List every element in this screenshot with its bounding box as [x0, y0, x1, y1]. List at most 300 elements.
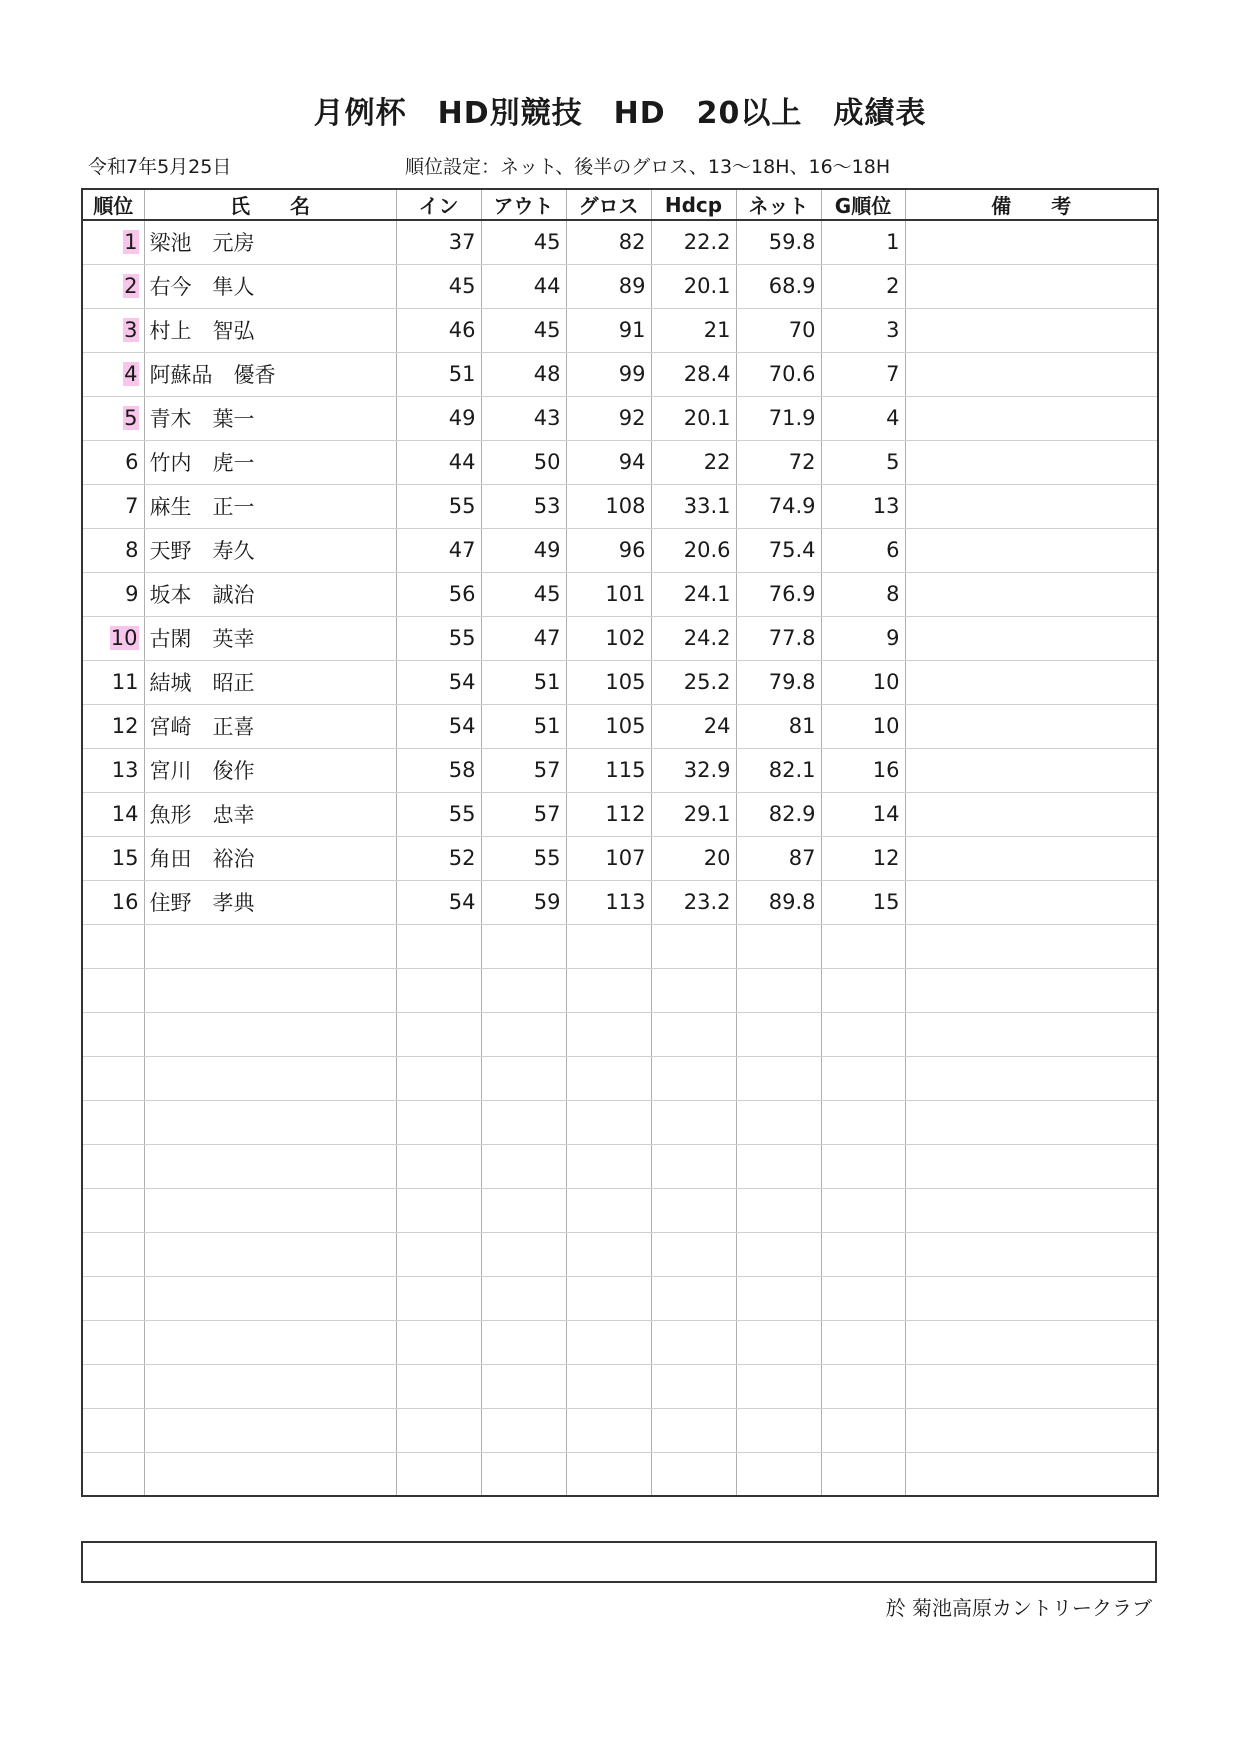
name-cell: 古閑 英幸 — [144, 616, 396, 660]
out-score-cell: 43 — [481, 396, 566, 440]
name-cell: 右今 隼人 — [144, 264, 396, 308]
gross-rank-cell: 2 — [821, 264, 905, 308]
rank-cell — [82, 880, 144, 924]
empty-cell — [82, 924, 144, 968]
remarks-cell — [905, 748, 1158, 792]
empty-cell — [821, 1188, 905, 1232]
gross-score-cell: 101 — [566, 572, 651, 616]
empty-cell — [144, 1408, 396, 1452]
empty-cell — [396, 1320, 481, 1364]
empty-cell — [651, 1452, 736, 1496]
hdcp-cell: 33.1 — [651, 484, 736, 528]
empty-cell — [651, 1276, 736, 1320]
rank-cell — [82, 528, 144, 572]
empty-cell — [82, 1408, 144, 1452]
empty-cell — [144, 1188, 396, 1232]
empty-cell — [481, 1320, 566, 1364]
empty-cell — [481, 1364, 566, 1408]
empty-cell — [566, 1012, 651, 1056]
empty-cell — [736, 1408, 821, 1452]
table-row — [82, 352, 1158, 396]
empty-cell — [821, 1100, 905, 1144]
hdcp-cell: 28.4 — [651, 352, 736, 396]
empty-cell — [82, 1364, 144, 1408]
empty-cell — [481, 1144, 566, 1188]
remarks-cell — [905, 264, 1158, 308]
gross-rank-cell: 3 — [821, 308, 905, 352]
rank-number: 16 — [111, 890, 139, 914]
empty-cell — [905, 1188, 1158, 1232]
out-score-cell: 51 — [481, 660, 566, 704]
rank-number: 2 — [124, 274, 138, 298]
gross-score-cell: 105 — [566, 704, 651, 748]
rank-number: 8 — [125, 538, 139, 562]
gross-score-cell: 94 — [566, 440, 651, 484]
net-score-cell: 68.9 — [736, 264, 821, 308]
net-score-cell: 75.4 — [736, 528, 821, 572]
empty-cell — [821, 1144, 905, 1188]
rank-cell — [82, 220, 144, 264]
empty-row — [82, 968, 1158, 1012]
gross-score-cell: 96 — [566, 528, 651, 572]
ranking-rule: 順位設定：ネット、後半のグロス、13～18H、16～18H — [405, 156, 891, 178]
empty-cell — [651, 1012, 736, 1056]
net-score-cell: 81 — [736, 704, 821, 748]
hdcp-cell: 20.6 — [651, 528, 736, 572]
empty-cell — [651, 1100, 736, 1144]
table-row — [82, 836, 1158, 880]
header-row — [82, 189, 1158, 220]
name-cell: 住野 孝典 — [144, 880, 396, 924]
event-date: 令和7年5月25日 — [88, 156, 232, 178]
empty-cell — [566, 1452, 651, 1496]
out-score-cell: 57 — [481, 748, 566, 792]
empty-cell — [821, 1276, 905, 1320]
in-score-cell: 55 — [396, 484, 481, 528]
net-score-cell: 70.6 — [736, 352, 821, 396]
gross-score-cell: 102 — [566, 616, 651, 660]
empty-cell — [821, 1232, 905, 1276]
empty-cell — [82, 1320, 144, 1364]
empty-row — [82, 1364, 1158, 1408]
empty-cell — [396, 1188, 481, 1232]
empty-row — [82, 1452, 1158, 1496]
hdcp-cell: 24 — [651, 704, 736, 748]
in-score-cell: 47 — [396, 528, 481, 572]
empty-cell — [566, 1188, 651, 1232]
hdcp-cell: 32.9 — [651, 748, 736, 792]
gross-score-cell: 115 — [566, 748, 651, 792]
net-score-cell: 74.9 — [736, 484, 821, 528]
gross-score-cell: 113 — [566, 880, 651, 924]
empty-cell — [566, 1408, 651, 1452]
empty-cell — [82, 1100, 144, 1144]
empty-cell — [481, 1232, 566, 1276]
gross-rank-cell: 16 — [821, 748, 905, 792]
net-score-cell: 71.9 — [736, 396, 821, 440]
table-row — [82, 616, 1158, 660]
gross-rank-cell: 12 — [821, 836, 905, 880]
remarks-cell — [905, 880, 1158, 924]
empty-cell — [821, 968, 905, 1012]
rank-cell — [82, 308, 144, 352]
empty-cell — [566, 1100, 651, 1144]
out-score-cell: 45 — [481, 220, 566, 264]
gross-rank-cell: 9 — [821, 616, 905, 660]
empty-cell — [396, 1056, 481, 1100]
results-table — [81, 188, 1159, 1497]
rank-number: 13 — [111, 758, 139, 782]
empty-cell — [736, 1012, 821, 1056]
remarks-cell — [905, 352, 1158, 396]
empty-cell — [144, 1144, 396, 1188]
empty-cell — [905, 1232, 1158, 1276]
gross-rank-cell: 6 — [821, 528, 905, 572]
out-score-cell: 49 — [481, 528, 566, 572]
empty-cell — [144, 1056, 396, 1100]
in-score-cell: 49 — [396, 396, 481, 440]
in-score-cell: 54 — [396, 880, 481, 924]
empty-cell — [481, 1276, 566, 1320]
out-score-cell: 45 — [481, 572, 566, 616]
rank-cell — [82, 396, 144, 440]
col-header-out: アウト — [481, 189, 566, 220]
empty-cell — [821, 1452, 905, 1496]
remarks-cell — [905, 528, 1158, 572]
hdcp-cell: 24.2 — [651, 616, 736, 660]
empty-cell — [396, 1232, 481, 1276]
empty-cell — [651, 1144, 736, 1188]
empty-cell — [82, 1012, 144, 1056]
empty-cell — [566, 1144, 651, 1188]
name-cell: 宮川 俊作 — [144, 748, 396, 792]
col-header-net: ネット — [736, 189, 821, 220]
rank-cell — [82, 704, 144, 748]
empty-cell — [144, 1364, 396, 1408]
empty-cell — [396, 924, 481, 968]
page-title: 月例杯 HD別競技 HD 20以上 成績表 — [313, 96, 927, 131]
gross-rank-cell: 1 — [821, 220, 905, 264]
empty-cell — [905, 1056, 1158, 1100]
col-header-gross: グロス — [566, 189, 651, 220]
name-cell: 阿蘇品 優香 — [144, 352, 396, 396]
remarks-cell — [905, 220, 1158, 264]
empty-cell — [905, 1276, 1158, 1320]
gross-rank-cell: 10 — [821, 660, 905, 704]
empty-cell — [821, 1056, 905, 1100]
in-score-cell: 58 — [396, 748, 481, 792]
in-score-cell: 54 — [396, 660, 481, 704]
hdcp-cell: 21 — [651, 308, 736, 352]
name-cell: 宮崎 正喜 — [144, 704, 396, 748]
empty-row — [82, 1100, 1158, 1144]
table-row — [82, 484, 1158, 528]
empty-cell — [144, 1452, 396, 1496]
hdcp-cell: 20.1 — [651, 396, 736, 440]
in-score-cell: 46 — [396, 308, 481, 352]
empty-cell — [82, 1276, 144, 1320]
rank-number: 5 — [124, 406, 138, 430]
net-score-cell: 70 — [736, 308, 821, 352]
name-cell: 角田 裕治 — [144, 836, 396, 880]
hdcp-cell: 20 — [651, 836, 736, 880]
empty-cell — [481, 1100, 566, 1144]
name-cell: 坂本 誠治 — [144, 572, 396, 616]
empty-row — [82, 1408, 1158, 1452]
empty-row — [82, 1188, 1158, 1232]
in-score-cell: 56 — [396, 572, 481, 616]
gross-score-cell: 91 — [566, 308, 651, 352]
empty-cell — [144, 1276, 396, 1320]
empty-cell — [736, 1232, 821, 1276]
gross-rank-cell: 15 — [821, 880, 905, 924]
out-score-cell: 48 — [481, 352, 566, 396]
table-row — [82, 572, 1158, 616]
empty-cell — [82, 1056, 144, 1100]
gross-score-cell: 99 — [566, 352, 651, 396]
rank-number: 1 — [124, 230, 138, 255]
empty-cell — [566, 1364, 651, 1408]
table-row — [82, 660, 1158, 704]
empty-row — [82, 1232, 1158, 1276]
empty-cell — [566, 1276, 651, 1320]
name-cell: 村上 智弘 — [144, 308, 396, 352]
name-cell: 青木 葉一 — [144, 396, 396, 440]
rank-number: 14 — [111, 802, 139, 826]
remarks-cell — [905, 396, 1158, 440]
gross-score-cell: 89 — [566, 264, 651, 308]
name-cell: 麻生 正一 — [144, 484, 396, 528]
rank-number: 12 — [111, 714, 139, 738]
rank-cell — [82, 660, 144, 704]
empty-row — [82, 1276, 1158, 1320]
name-cell: 結城 昭正 — [144, 660, 396, 704]
in-score-cell: 51 — [396, 352, 481, 396]
table-row — [82, 528, 1158, 572]
empty-cell — [905, 968, 1158, 1012]
remarks-cell — [905, 308, 1158, 352]
in-score-cell: 55 — [396, 792, 481, 836]
empty-cell — [481, 1012, 566, 1056]
rank-number: 10 — [110, 626, 138, 650]
remarks-cell — [905, 440, 1158, 484]
empty-cell — [566, 1320, 651, 1364]
empty-cell — [736, 1364, 821, 1408]
gross-rank-cell: 4 — [821, 396, 905, 440]
net-score-cell: 77.8 — [736, 616, 821, 660]
empty-cell — [651, 1188, 736, 1232]
remarks-cell — [905, 616, 1158, 660]
empty-cell — [736, 1100, 821, 1144]
remarks-cell — [905, 704, 1158, 748]
empty-cell — [566, 1232, 651, 1276]
rank-cell — [82, 572, 144, 616]
empty-cell — [481, 1056, 566, 1100]
rank-cell — [82, 352, 144, 396]
out-score-cell: 55 — [481, 836, 566, 880]
net-score-cell: 82.9 — [736, 792, 821, 836]
col-header-hdcp: Hdcp — [651, 189, 736, 220]
hdcp-cell: 22 — [651, 440, 736, 484]
rank-number: 4 — [124, 362, 138, 386]
rank-number: 6 — [125, 450, 139, 474]
empty-cell — [736, 1276, 821, 1320]
empty-row — [82, 1320, 1158, 1364]
empty-cell — [905, 1144, 1158, 1188]
empty-cell — [651, 1232, 736, 1276]
rank-number: 7 — [125, 494, 139, 518]
empty-cell — [396, 1452, 481, 1496]
name-cell: 天野 寿久 — [144, 528, 396, 572]
rank-number: 9 — [125, 582, 139, 606]
empty-cell — [481, 1188, 566, 1232]
table-row — [82, 704, 1158, 748]
net-score-cell: 82.1 — [736, 748, 821, 792]
hdcp-cell: 22.2 — [651, 220, 736, 264]
empty-cell — [144, 1100, 396, 1144]
table-row — [82, 264, 1158, 308]
col-header-name: 氏 名 — [144, 189, 396, 220]
net-score-cell: 76.9 — [736, 572, 821, 616]
empty-cell — [566, 924, 651, 968]
out-score-cell: 59 — [481, 880, 566, 924]
empty-cell — [82, 1452, 144, 1496]
empty-cell — [651, 968, 736, 1012]
empty-cell — [144, 1232, 396, 1276]
empty-row — [82, 1056, 1158, 1100]
rank-cell — [82, 616, 144, 660]
in-score-cell: 55 — [396, 616, 481, 660]
net-score-cell: 87 — [736, 836, 821, 880]
empty-cell — [144, 968, 396, 1012]
col-header-g-rank: G順位 — [821, 189, 905, 220]
empty-cell — [144, 1320, 396, 1364]
empty-cell — [821, 1320, 905, 1364]
empty-cell — [481, 924, 566, 968]
empty-cell — [144, 924, 396, 968]
footer-box — [81, 1541, 1157, 1583]
gross-score-cell: 108 — [566, 484, 651, 528]
out-score-cell: 45 — [481, 308, 566, 352]
empty-cell — [736, 1056, 821, 1100]
empty-cell — [905, 924, 1158, 968]
empty-cell — [481, 1408, 566, 1452]
empty-cell — [821, 1408, 905, 1452]
remarks-cell — [905, 484, 1158, 528]
rank-cell — [82, 264, 144, 308]
in-score-cell: 37 — [396, 220, 481, 264]
empty-cell — [396, 1100, 481, 1144]
out-score-cell: 51 — [481, 704, 566, 748]
rank-cell — [82, 792, 144, 836]
table-row — [82, 748, 1158, 792]
results-body — [82, 220, 1158, 1496]
empty-row — [82, 1144, 1158, 1188]
empty-row — [82, 1012, 1158, 1056]
name-cell: 魚形 忠幸 — [144, 792, 396, 836]
empty-cell — [651, 1408, 736, 1452]
empty-cell — [651, 1364, 736, 1408]
empty-cell — [82, 1232, 144, 1276]
table-row — [82, 880, 1158, 924]
table-row — [82, 440, 1158, 484]
empty-cell — [396, 1144, 481, 1188]
rank-cell — [82, 484, 144, 528]
empty-row — [82, 924, 1158, 968]
gross-score-cell: 105 — [566, 660, 651, 704]
gross-rank-cell: 14 — [821, 792, 905, 836]
out-score-cell: 57 — [481, 792, 566, 836]
net-score-cell: 59.8 — [736, 220, 821, 264]
remarks-cell — [905, 792, 1158, 836]
rank-number: 3 — [124, 318, 138, 342]
out-score-cell: 53 — [481, 484, 566, 528]
col-header-remarks: 備 考 — [905, 189, 1158, 220]
empty-cell — [821, 924, 905, 968]
in-score-cell: 54 — [396, 704, 481, 748]
gross-score-cell: 92 — [566, 396, 651, 440]
col-header-in: イン — [396, 189, 481, 220]
empty-cell — [396, 1364, 481, 1408]
gross-rank-cell: 10 — [821, 704, 905, 748]
empty-cell — [651, 1320, 736, 1364]
in-score-cell: 45 — [396, 264, 481, 308]
empty-cell — [144, 1012, 396, 1056]
empty-cell — [905, 1320, 1158, 1364]
hdcp-cell: 29.1 — [651, 792, 736, 836]
hdcp-cell: 23.2 — [651, 880, 736, 924]
empty-cell — [905, 1408, 1158, 1452]
empty-cell — [736, 1144, 821, 1188]
empty-cell — [481, 968, 566, 1012]
rank-cell — [82, 440, 144, 484]
remarks-cell — [905, 572, 1158, 616]
gross-rank-cell: 8 — [821, 572, 905, 616]
net-score-cell: 89.8 — [736, 880, 821, 924]
gross-rank-cell: 13 — [821, 484, 905, 528]
empty-cell — [396, 1276, 481, 1320]
empty-cell — [566, 1056, 651, 1100]
table-row — [82, 308, 1158, 352]
empty-cell — [905, 1012, 1158, 1056]
name-cell: 竹内 虎一 — [144, 440, 396, 484]
remarks-cell — [905, 660, 1158, 704]
remarks-cell — [905, 836, 1158, 880]
gross-score-cell: 112 — [566, 792, 651, 836]
gross-rank-cell: 5 — [821, 440, 905, 484]
rank-cell — [82, 748, 144, 792]
empty-cell — [736, 1452, 821, 1496]
empty-cell — [736, 968, 821, 1012]
empty-cell — [396, 968, 481, 1012]
hdcp-cell: 25.2 — [651, 660, 736, 704]
rank-number: 15 — [111, 846, 139, 870]
in-score-cell: 44 — [396, 440, 481, 484]
table-row — [82, 220, 1158, 264]
gross-score-cell: 107 — [566, 836, 651, 880]
empty-cell — [82, 1144, 144, 1188]
empty-cell — [481, 1452, 566, 1496]
empty-cell — [736, 1188, 821, 1232]
empty-cell — [396, 1012, 481, 1056]
empty-cell — [736, 1320, 821, 1364]
empty-cell — [905, 1100, 1158, 1144]
empty-cell — [651, 1056, 736, 1100]
hdcp-cell: 24.1 — [651, 572, 736, 616]
empty-cell — [905, 1452, 1158, 1496]
empty-cell — [821, 1364, 905, 1408]
empty-cell — [82, 968, 144, 1012]
